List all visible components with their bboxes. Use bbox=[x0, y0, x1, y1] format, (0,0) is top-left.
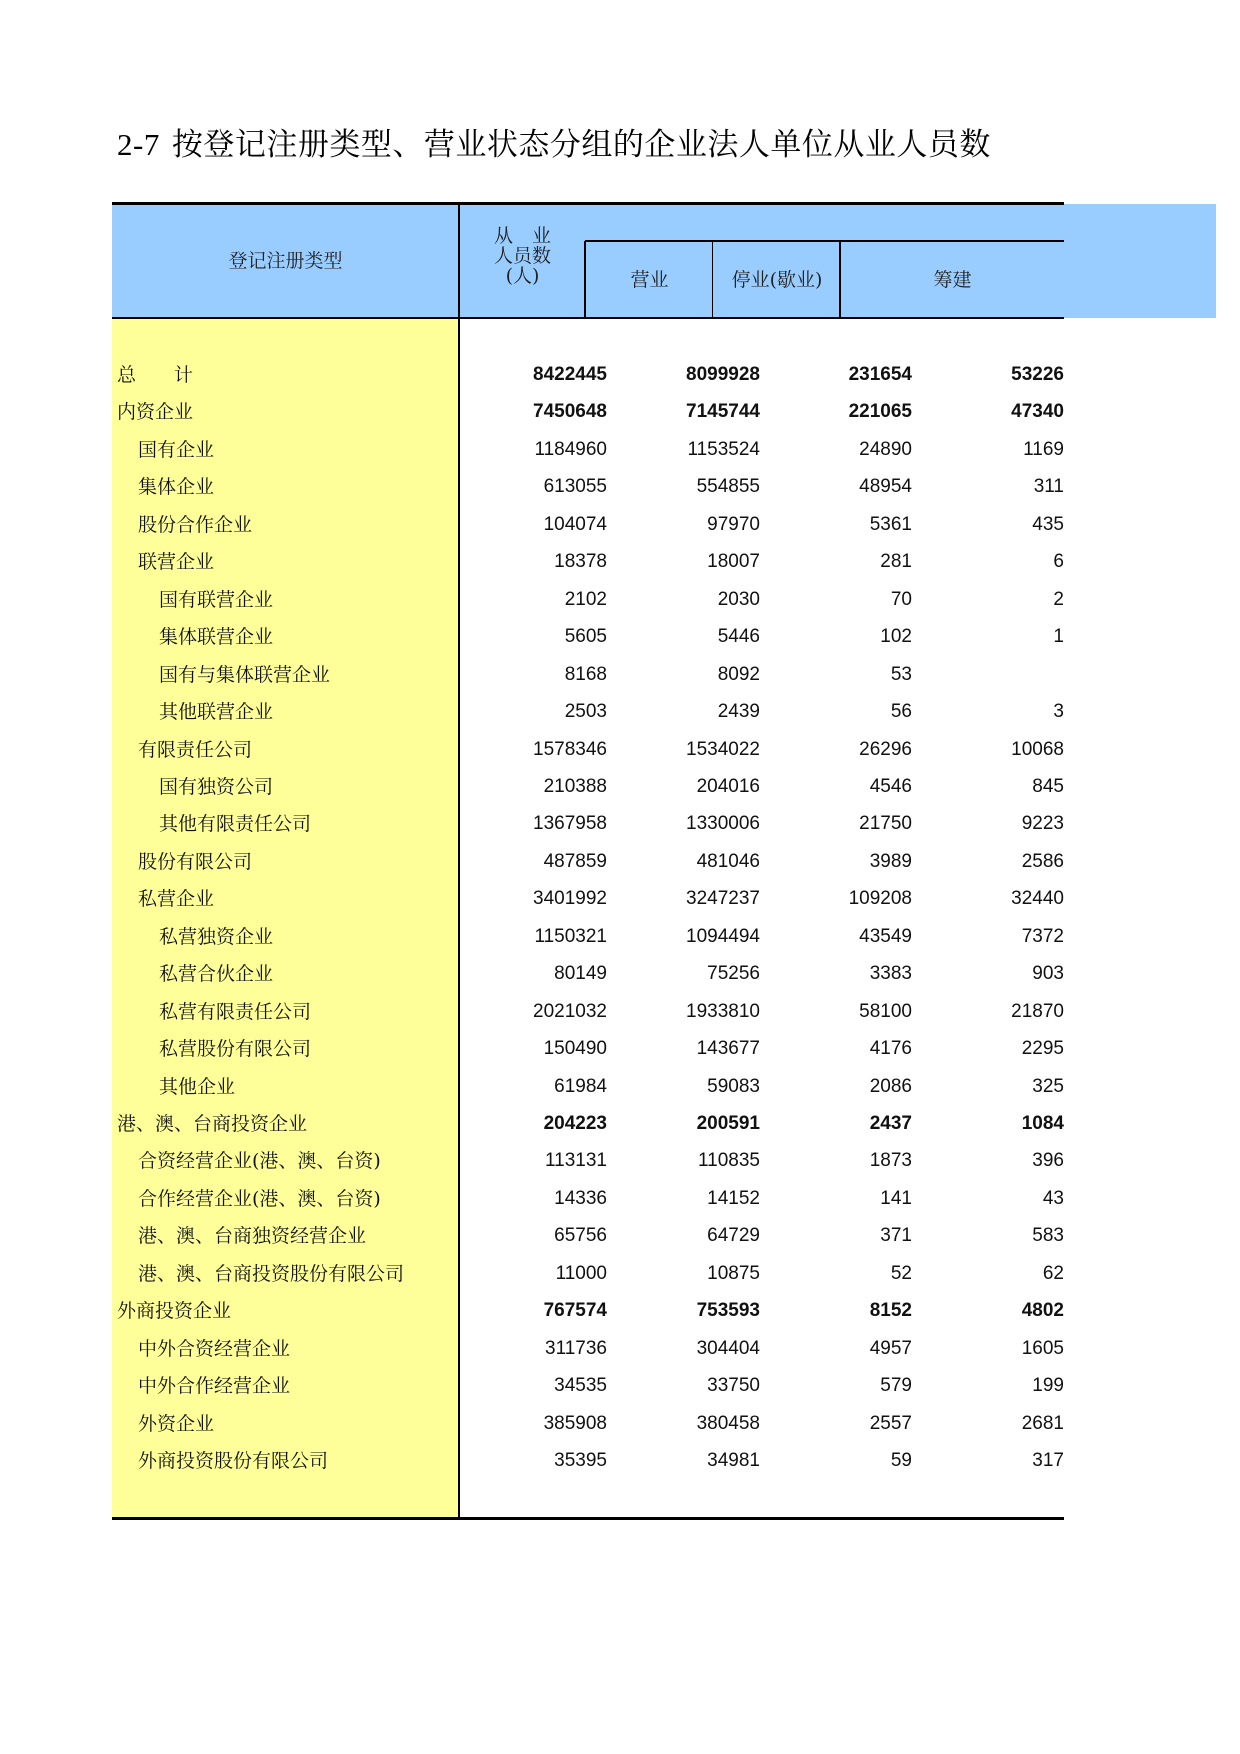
cell-preparing: 21870 bbox=[1011, 1000, 1064, 1022]
cell-suspended: 3989 bbox=[869, 850, 912, 872]
cell-total: 7450648 bbox=[533, 401, 607, 423]
row-label: 私营股份有限公司 bbox=[159, 1038, 312, 1061]
cell-total: 5605 bbox=[564, 626, 607, 648]
row-label: 集体联营企业 bbox=[159, 626, 274, 649]
header-operating-label: 营业 bbox=[630, 269, 669, 291]
cell-suspended: 8152 bbox=[869, 1300, 912, 1322]
cell-preparing: 1 bbox=[1053, 626, 1064, 648]
header-preparing-label: 筹建 bbox=[933, 269, 972, 291]
cell-suspended: 4957 bbox=[869, 1337, 912, 1359]
cell-operating: 481046 bbox=[696, 850, 760, 872]
cell-suspended: 4546 bbox=[869, 775, 912, 797]
row-label: 其他企业 bbox=[159, 1075, 236, 1098]
cell-operating: 380458 bbox=[696, 1412, 760, 1434]
row-label: 其他联营企业 bbox=[159, 701, 274, 724]
header-operating bbox=[586, 242, 713, 318]
cell-total: 8422445 bbox=[533, 364, 607, 385]
cell-suspended: 371 bbox=[880, 1225, 912, 1247]
cell-suspended: 231654 bbox=[848, 364, 912, 385]
cell-total: 385908 bbox=[543, 1412, 607, 1434]
row-label: 私营独资企业 bbox=[159, 925, 274, 948]
cell-suspended: 281 bbox=[880, 551, 912, 573]
cell-suspended: 3383 bbox=[869, 963, 912, 985]
cell-preparing bbox=[840, 657, 1064, 693]
cell-preparing: 2586 bbox=[1021, 850, 1064, 872]
table-row bbox=[112, 1368, 1064, 1404]
table-row bbox=[112, 844, 1064, 880]
cell-preparing: 1084 bbox=[1021, 1113, 1064, 1134]
table-row bbox=[112, 394, 1064, 430]
cell-total: 113131 bbox=[545, 1150, 607, 1172]
table-row bbox=[112, 582, 1064, 618]
cell-operating: 3247237 bbox=[686, 888, 760, 910]
table-number: 2-7 bbox=[117, 127, 160, 162]
cell-operating: 8099928 bbox=[686, 364, 760, 385]
cell-total: 2503 bbox=[564, 701, 607, 723]
cell-operating: 75256 bbox=[707, 963, 760, 985]
row-label: 外商投资股份有限公司 bbox=[138, 1450, 329, 1473]
table-row bbox=[112, 1256, 1064, 1292]
row-label: 有限责任公司 bbox=[138, 738, 253, 761]
cell-operating: 5446 bbox=[717, 626, 760, 648]
table-row bbox=[112, 806, 1064, 842]
cell-total: 104074 bbox=[543, 513, 607, 535]
cell-preparing: 317 bbox=[1032, 1450, 1064, 1472]
cell-total: 2102 bbox=[564, 588, 607, 610]
cell-operating: 1933810 bbox=[686, 1000, 760, 1022]
header-divider-3 bbox=[839, 241, 841, 318]
cell-total: 80149 bbox=[554, 963, 607, 985]
table-row bbox=[112, 732, 1064, 768]
cell-total: 34535 bbox=[554, 1375, 607, 1397]
cell-operating: 110835 bbox=[698, 1150, 760, 1172]
table-row bbox=[112, 956, 1064, 992]
row-label: 集体企业 bbox=[138, 476, 215, 499]
header-divider-2 bbox=[712, 241, 713, 318]
table-row bbox=[112, 694, 1064, 730]
cell-preparing: 396 bbox=[1032, 1150, 1064, 1172]
table-row bbox=[112, 432, 1064, 468]
header-total-line2: 人员数 bbox=[493, 245, 551, 267]
cell-operating: 554855 bbox=[696, 476, 760, 498]
cell-suspended: 5361 bbox=[869, 513, 912, 535]
header-suspended bbox=[714, 242, 840, 318]
table-row bbox=[112, 769, 1064, 805]
cell-operating: 143677 bbox=[696, 1038, 760, 1060]
cell-preparing: 4802 bbox=[1021, 1300, 1064, 1322]
cell-suspended: 53 bbox=[890, 663, 912, 685]
cell-total: 150490 bbox=[543, 1038, 607, 1060]
table-row bbox=[112, 1406, 1064, 1442]
header-bottom-rule bbox=[112, 317, 1064, 319]
cell-operating: 8092 bbox=[717, 663, 760, 685]
row-label: 股份合作企业 bbox=[138, 513, 253, 536]
row-label: 总 计 bbox=[117, 364, 194, 386]
cell-preparing: 903 bbox=[1032, 963, 1064, 985]
table-row bbox=[112, 1331, 1064, 1367]
row-label: 中外合资经营企业 bbox=[138, 1337, 291, 1360]
cell-total: 3401992 bbox=[533, 888, 607, 910]
cell-preparing: 62 bbox=[1042, 1262, 1064, 1284]
table-row bbox=[112, 357, 1064, 393]
cell-operating: 1330006 bbox=[686, 813, 760, 835]
cell-operating: 14152 bbox=[707, 1187, 760, 1209]
table-row bbox=[112, 1181, 1064, 1217]
cell-preparing: 9223 bbox=[1021, 813, 1064, 835]
table-row bbox=[112, 919, 1064, 955]
cell-total: 2021032 bbox=[533, 1000, 607, 1022]
cell-operating: 204016 bbox=[696, 775, 760, 797]
header-total-line3: (人) bbox=[505, 265, 540, 287]
cell-preparing: 325 bbox=[1032, 1075, 1064, 1097]
cell-operating: 10875 bbox=[707, 1262, 760, 1284]
cell-preparing: 2295 bbox=[1021, 1038, 1064, 1060]
table-row bbox=[112, 507, 1064, 543]
table-row bbox=[112, 994, 1064, 1030]
cell-suspended: 59 bbox=[890, 1450, 912, 1472]
cell-preparing: 2681 bbox=[1021, 1412, 1064, 1434]
row-label: 国有联营企业 bbox=[159, 588, 274, 611]
row-label: 港、澳、台商独资经营企业 bbox=[138, 1225, 367, 1248]
cell-total: 14336 bbox=[554, 1187, 607, 1209]
row-label: 外商投资企业 bbox=[117, 1300, 232, 1323]
cell-suspended: 43549 bbox=[859, 925, 912, 947]
header-total-employees bbox=[460, 216, 585, 296]
cell-preparing: 53226 bbox=[1011, 364, 1064, 385]
cell-operating: 1153524 bbox=[687, 438, 760, 460]
cell-suspended: 102 bbox=[880, 626, 912, 648]
cell-suspended: 2437 bbox=[869, 1113, 912, 1134]
table-row bbox=[112, 1143, 1064, 1179]
cell-preparing: 845 bbox=[1032, 775, 1064, 797]
cell-total: 11000 bbox=[555, 1262, 607, 1284]
row-label: 中外合作经营企业 bbox=[138, 1375, 291, 1398]
cell-suspended: 109208 bbox=[848, 888, 912, 910]
cell-total: 1578346 bbox=[533, 738, 607, 760]
cell-total: 1150321 bbox=[534, 925, 607, 947]
cell-preparing: 583 bbox=[1032, 1225, 1064, 1247]
cell-total: 210388 bbox=[543, 775, 607, 797]
cell-total: 613055 bbox=[543, 476, 607, 498]
cell-operating: 753593 bbox=[696, 1300, 760, 1322]
cell-preparing: 43 bbox=[1042, 1187, 1064, 1209]
row-label: 私营合伙企业 bbox=[159, 963, 274, 986]
cell-total: 487859 bbox=[543, 850, 607, 872]
row-label: 私营有限责任公司 bbox=[159, 1000, 312, 1023]
table-row bbox=[112, 1293, 1064, 1329]
cell-operating: 64729 bbox=[707, 1225, 760, 1247]
cell-total: 18378 bbox=[554, 551, 607, 573]
cell-suspended: 2557 bbox=[869, 1412, 912, 1434]
table-row bbox=[112, 1443, 1064, 1479]
cell-operating: 7145744 bbox=[686, 401, 760, 423]
table-row bbox=[112, 1031, 1064, 1067]
cell-operating: 18007 bbox=[707, 551, 760, 573]
cell-suspended: 141 bbox=[880, 1187, 912, 1209]
cell-suspended: 26296 bbox=[859, 738, 912, 760]
cell-operating: 200591 bbox=[696, 1113, 760, 1134]
cell-preparing: 435 bbox=[1032, 513, 1064, 535]
table-row bbox=[112, 1106, 1064, 1142]
cell-preparing: 2 bbox=[1053, 588, 1064, 610]
row-label: 国有与集体联营企业 bbox=[159, 663, 331, 686]
header-suspended-label: 停业(歇业) bbox=[731, 269, 823, 291]
cell-suspended: 52 bbox=[890, 1262, 912, 1284]
row-label: 私营企业 bbox=[138, 888, 215, 911]
row-label: 内资企业 bbox=[117, 401, 194, 424]
row-label: 港、澳、台商投资企业 bbox=[117, 1113, 308, 1135]
cell-suspended: 579 bbox=[880, 1375, 912, 1397]
cell-total: 65756 bbox=[554, 1225, 607, 1247]
row-label: 股份有限公司 bbox=[138, 850, 253, 873]
page-title bbox=[117, 124, 991, 166]
cell-operating: 59083 bbox=[707, 1075, 760, 1097]
cell-total: 1367958 bbox=[533, 813, 607, 835]
row-label: 国有独资公司 bbox=[159, 775, 274, 798]
cell-suspended: 21750 bbox=[859, 813, 912, 835]
row-label: 港、澳、台商投资股份有限公司 bbox=[138, 1262, 405, 1285]
cell-preparing: 7372 bbox=[1021, 925, 1064, 947]
table-row bbox=[112, 544, 1064, 580]
top-border bbox=[112, 202, 1064, 205]
cell-operating: 1094494 bbox=[686, 925, 760, 947]
cell-suspended: 58100 bbox=[859, 1000, 912, 1022]
cell-operating: 2030 bbox=[717, 588, 760, 610]
table-row bbox=[112, 469, 1064, 505]
cell-suspended: 70 bbox=[890, 588, 912, 610]
cell-total: 204223 bbox=[543, 1113, 607, 1134]
table-row bbox=[112, 657, 1064, 693]
cell-preparing: 311 bbox=[1033, 476, 1064, 498]
subheader-rule bbox=[585, 240, 1064, 242]
table-row bbox=[112, 1069, 1064, 1105]
cell-operating: 1534022 bbox=[686, 738, 760, 760]
cell-total: 8168 bbox=[564, 663, 607, 685]
table-title: 按登记注册类型、营业状态分组的企业法人单位从业人员数 bbox=[171, 127, 991, 162]
table-row bbox=[112, 881, 1064, 917]
cell-operating: 97970 bbox=[707, 513, 760, 535]
cell-suspended: 48954 bbox=[859, 476, 912, 498]
cell-total: 35395 bbox=[554, 1450, 607, 1472]
cell-total: 61984 bbox=[554, 1075, 607, 1097]
cell-total: 1184960 bbox=[534, 438, 607, 460]
cell-operating: 304404 bbox=[696, 1337, 760, 1359]
header-preparing bbox=[841, 242, 1064, 318]
cell-preparing: 32440 bbox=[1011, 888, 1064, 910]
table-row bbox=[112, 1218, 1064, 1254]
cell-operating: 34981 bbox=[707, 1450, 760, 1472]
header-total-line1: 从 业 bbox=[493, 225, 551, 247]
row-label: 国有企业 bbox=[138, 438, 215, 461]
table-row bbox=[112, 619, 1064, 655]
header-divider-1 bbox=[584, 241, 586, 318]
header-registration-type-label: 登记注册类型 bbox=[228, 250, 343, 272]
row-label: 合资经营企业(港、澳、台资) bbox=[138, 1150, 381, 1173]
cell-suspended: 56 bbox=[890, 701, 912, 723]
cell-suspended: 221065 bbox=[848, 401, 912, 423]
cell-suspended: 4176 bbox=[869, 1038, 912, 1060]
cell-suspended: 2086 bbox=[869, 1075, 912, 1097]
cell-operating: 33750 bbox=[707, 1375, 760, 1397]
cell-preparing: 47340 bbox=[1011, 401, 1064, 423]
cell-suspended: 1873 bbox=[869, 1150, 912, 1172]
cell-preparing: 1169 bbox=[1023, 438, 1064, 460]
bottom-border bbox=[112, 1517, 1064, 1520]
cell-preparing: 1605 bbox=[1021, 1337, 1064, 1359]
row-label: 合作经营企业(港、澳、台资) bbox=[138, 1187, 381, 1210]
cell-total: 767574 bbox=[543, 1300, 607, 1322]
cell-preparing: 3 bbox=[1053, 701, 1064, 723]
cell-operating: 2439 bbox=[717, 701, 760, 723]
cell-total: 311736 bbox=[545, 1337, 607, 1359]
cell-preparing: 10068 bbox=[1011, 738, 1064, 760]
header-registration-type bbox=[112, 204, 459, 318]
row-label: 其他有限责任公司 bbox=[159, 813, 312, 836]
cell-preparing: 199 bbox=[1032, 1375, 1064, 1397]
cell-preparing: 6 bbox=[1053, 551, 1064, 573]
row-label: 外资企业 bbox=[138, 1412, 215, 1435]
cell-suspended: 24890 bbox=[859, 438, 912, 460]
row-label: 联营企业 bbox=[138, 551, 215, 574]
